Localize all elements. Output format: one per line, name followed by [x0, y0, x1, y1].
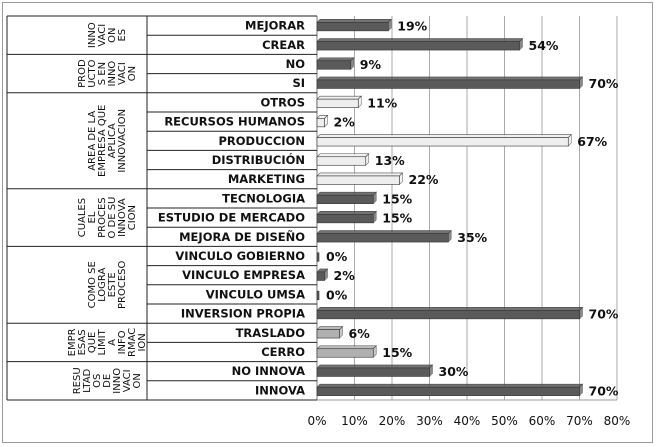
group-label: ON	[127, 65, 138, 82]
x-tick-label: 70%	[566, 414, 593, 428]
bar-top-face	[317, 39, 523, 42]
bar	[317, 99, 358, 108]
x-tick-label: 40%	[453, 414, 481, 428]
bar-top-face	[317, 154, 369, 157]
category-label: MARKETING	[227, 172, 305, 187]
bar	[317, 272, 325, 281]
bar-top-face	[317, 77, 583, 80]
bar-top-face	[317, 96, 361, 99]
category-label: VINCULO EMPRESA	[182, 268, 305, 283]
group-label: INNOVA	[117, 198, 128, 237]
x-tick-label: 30%	[416, 414, 443, 428]
category-label: SI	[292, 76, 305, 91]
data-label: 2%	[333, 114, 355, 130]
category-label: OTROS	[260, 95, 305, 110]
category-label: TECNOLOGIA	[222, 191, 305, 206]
group-label: EMPR	[67, 328, 78, 357]
x-tick-label: 80%	[603, 414, 631, 428]
group-label: OS	[92, 373, 103, 388]
category-label: NO INNOVA	[231, 364, 305, 379]
category-label: VINCULO UMSA	[205, 287, 305, 302]
x-tick-label: 10%	[341, 414, 368, 428]
group-label: RMAC	[127, 327, 138, 358]
data-label: 22%	[408, 172, 439, 188]
group-label: LOGRA	[97, 267, 108, 302]
group-label: A	[107, 338, 118, 346]
data-label: 15%	[382, 191, 413, 207]
group-label: LIMIT	[97, 329, 108, 356]
group-label: RESU	[72, 367, 83, 395]
data-label: 54%	[528, 37, 559, 53]
x-tick-label: 20%	[378, 414, 406, 428]
bar	[317, 310, 580, 319]
bar	[317, 80, 580, 89]
category-label: RECURSOS HUMANOS	[164, 114, 305, 129]
group-label: INNOVACION	[117, 108, 128, 173]
group-label: PROD	[77, 59, 88, 88]
bar	[317, 157, 366, 166]
group-label: EL	[87, 211, 98, 224]
group-label: INNO	[107, 60, 118, 87]
group-label: ESTE	[107, 272, 118, 298]
category-label: DISTRIBUCIÓN	[211, 153, 305, 167]
category-label: VINCULO GOBIERNO	[175, 249, 305, 263]
data-label: 15%	[382, 210, 413, 226]
data-label: 11%	[367, 95, 398, 111]
bar-top-face	[317, 58, 354, 61]
bar-top-face	[317, 211, 376, 214]
group-label: ESAS	[77, 329, 88, 356]
group-label: INNO	[87, 22, 98, 49]
group-label: QUE	[87, 331, 98, 354]
category-label: ESTUDIO DE MERCADO	[157, 210, 305, 225]
bar	[317, 234, 448, 243]
bar	[317, 330, 340, 339]
data-label: 13%	[374, 153, 405, 168]
data-label: 19%	[397, 18, 428, 34]
data-label: 67%	[577, 133, 608, 149]
category-label: INVERSION PROPIA	[180, 306, 305, 321]
bar-top-face	[317, 327, 343, 330]
bar	[317, 42, 520, 51]
bar-top-face	[317, 135, 571, 138]
bar-top-face	[317, 19, 391, 22]
data-label: 35%	[457, 229, 488, 245]
group-label: UCTO	[87, 59, 98, 88]
bar-top-face	[317, 231, 451, 234]
group-label: CUALES	[77, 197, 88, 238]
data-label: 6%	[348, 325, 370, 341]
bar	[317, 291, 319, 300]
data-label: 0%	[326, 249, 348, 264]
group-label: AREA DE LA	[87, 110, 98, 171]
data-label: 0%	[326, 287, 348, 303]
group-label: VACI	[117, 62, 128, 86]
group-label: ON	[107, 27, 118, 43]
group-label: S EN	[97, 61, 108, 86]
bar	[317, 214, 373, 223]
group-label: PROCESO	[117, 260, 128, 309]
group-label: CION	[127, 204, 138, 231]
bar	[317, 118, 325, 127]
group-label: VACI	[97, 23, 108, 47]
bar	[317, 138, 568, 147]
bar	[317, 349, 373, 358]
group-label: INFO	[117, 330, 128, 355]
group-label: O DE SU	[107, 196, 118, 239]
group-label: EMPRESA QUE	[97, 104, 108, 177]
category-label: MEJORAR	[245, 18, 305, 33]
group-label: ES	[117, 28, 128, 42]
category-label: NO	[285, 57, 305, 71]
x-tick-label: 50%	[491, 414, 518, 428]
group-label: INNO	[112, 367, 123, 394]
data-label: 70%	[588, 383, 619, 399]
data-label: 30%	[438, 364, 469, 380]
bar	[317, 195, 373, 204]
group-label: ON	[132, 373, 143, 389]
bar-top-face	[317, 173, 403, 176]
bar-top-face	[317, 384, 583, 387]
data-label: 2%	[333, 268, 355, 284]
data-label: 70%	[588, 306, 619, 322]
category-label: PRODUCCION	[218, 133, 305, 148]
category-label: INNOVA	[254, 383, 305, 398]
category-label: CREAR	[262, 37, 305, 52]
category-label: CERRO	[261, 345, 305, 359]
bar-top-face	[317, 365, 433, 368]
data-label: 9%	[359, 57, 381, 72]
bar	[317, 61, 351, 70]
bar-top-face	[317, 346, 376, 349]
group-label: VACI	[122, 369, 133, 393]
category-label: TRASLADO	[235, 325, 305, 340]
group-label: ION	[137, 333, 148, 352]
bar-top-face	[317, 307, 583, 310]
bar	[317, 22, 388, 31]
bar	[317, 176, 400, 185]
group-label: LTAD	[82, 368, 93, 393]
x-tick-label: 60%	[528, 414, 556, 428]
group-label: APLICA	[107, 123, 118, 159]
data-label: 70%	[588, 76, 619, 92]
data-label: 15%	[382, 345, 413, 360]
bar	[317, 368, 430, 377]
bar-top-face	[317, 192, 376, 195]
category-label: MEJORA DE DISEÑO	[179, 229, 305, 244]
group-label: COMO SE	[87, 261, 98, 309]
bar	[317, 387, 580, 396]
bar	[317, 253, 319, 262]
group-label: PROCES	[97, 197, 108, 238]
x-tick-label: 0%	[307, 414, 327, 428]
group-label: DE	[102, 373, 113, 388]
